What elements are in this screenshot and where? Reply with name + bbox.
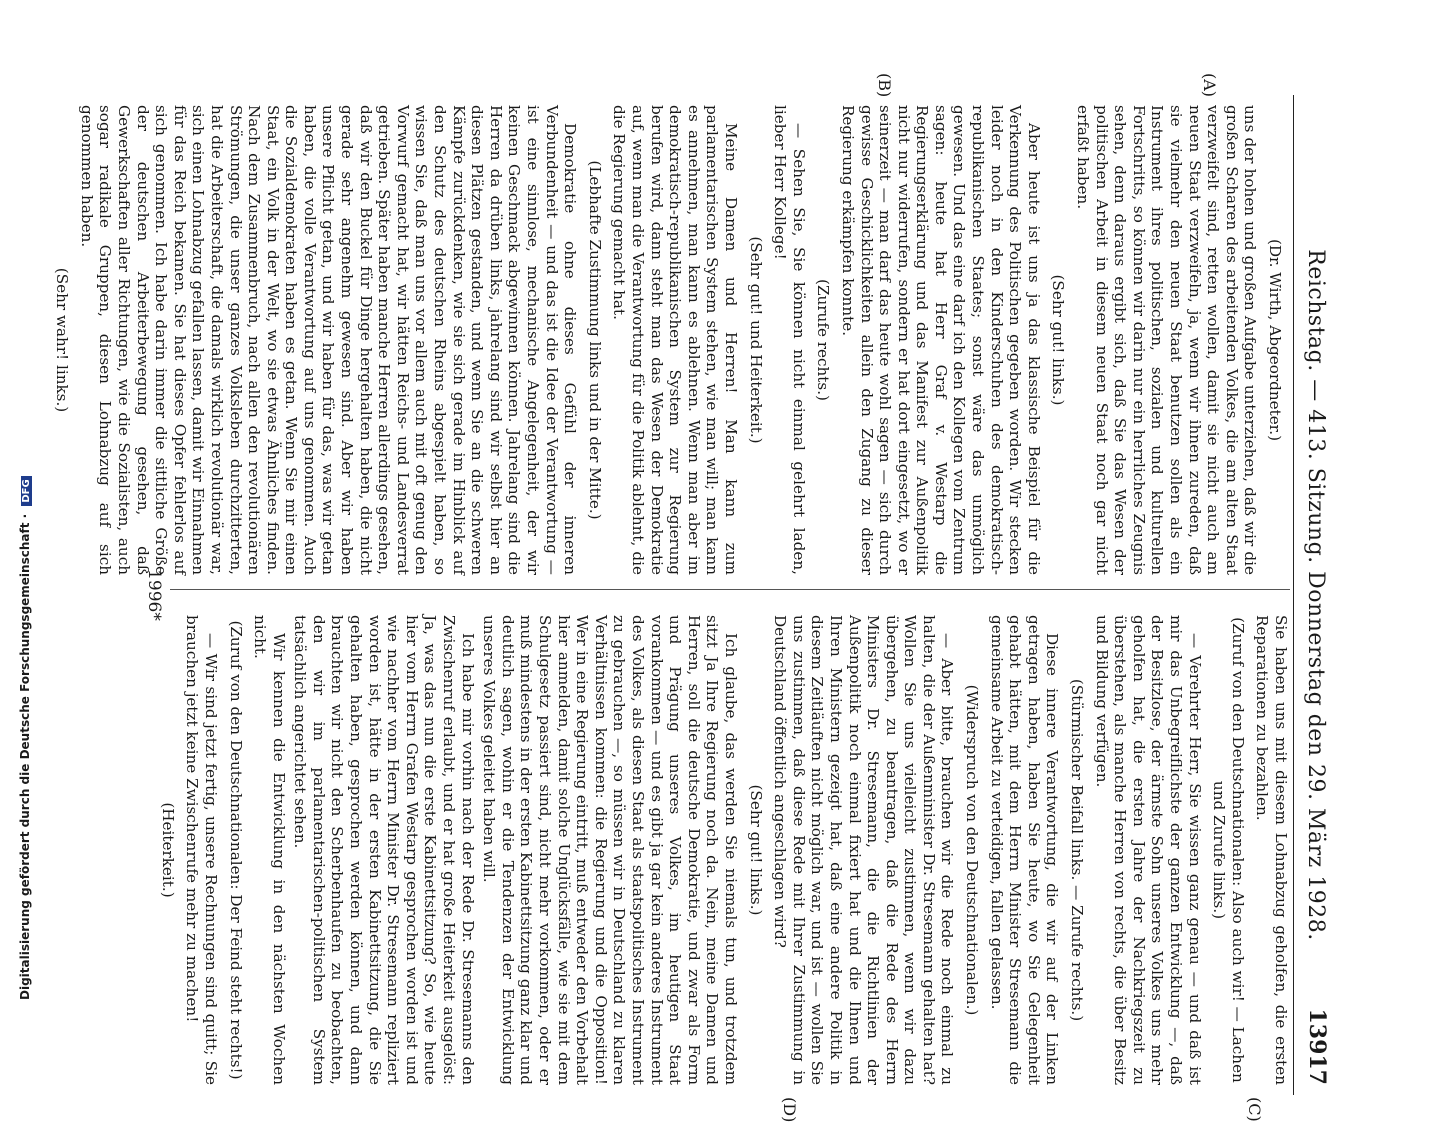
interjection: (Zurufe rechts.) [814,279,833,401]
paragraph: Meine Damen und Herren! Man kann zum parlamentarischen System stehen, wie man will; man kann es annehmen, man kann es ablehnen. Wenn man aber im demokratisch-republikanischen System zur Regierung berufen wird, dann steht man das Wesen der Demokratie auf, wenn man die Verantwortung für die Politik ablehnt, die die Regierung gemacht hat. [610,105,740,575]
paragraph: Demokratie ohne dieses Gefühl der inneren Verbundenheit — und das ist die Idee der Verantwortung — ist eine sinnlose, mechanische Angelegenheit, der wir keinen Geschmack abgewinnen können. Jahrelang sind die Herren da drüben links, jahrelang sind wir selbst hier an diesen Plätzen gestanden, und wenn Sie an die schweren Kämpfe zurückdenken, wie sie sich gerade im Hinblick auf den Schutz des deutschen Rheins abgespielt haben, so wissen Sie, daß man uns vor allem auch mit oft genug den Vorwurf gemacht hat, wir hätten Reichs- und Landesverrat getrieben. Später haben manche Herren allerdings gesehen, daß wir den Buckel für Dinge hergehalten haben, die nicht gerade sehr angenehm gewesen sind. Aber wir haben unsere Pflicht getan, und wir haben für das, was wir getan haben, die volle Verantwortung auf uns genommen. Auch die Sozialdemokraten haben es getan. Wenn Sie mir einen Staat, ein Volk in der Welt, wo sie etwas Ähnliches finden. Nach dem Zusammenbruch, nach allen den revolutionären Strömungen, die unser ganzes Volksleben durchzitterten, hat die Arbeiterschaft, die damals wirklich revolutionär war, sich einen Lohnabzug gefallen lassen, damit wir Einnahmen für das Reich bekamen. Sie hat dieses Opfer fehlerlos auf sich genommen. Ich habe darin immer die sittliche Größe der deutschen Arbeiterbewegung gesehen, daß Gewerkschaften aller Richtungen, wie die Sozialisten, auch sogar radikale Gruppen, diesen Lohnabzug auf sich genommen haben. [77,105,580,575]
paragraph: Wir kennen die Entwicklung in den nächsten Wochen nicht. [251,615,288,1085]
paragraph: uns der hohen und großen Aufgabe unterziehen, daß wir die großen Scharen des arbeitenden Volkes, die am alten Staat verzweifelt sind, retten wollen, damit sie nicht auch am neuen Staat verzweifeln, ja, wenn wir ihnen zureden, daß sie vielmehr den neuen Staat benutzen sollen als ein Instrument ihres politischen, sozialen und kulturellen Fortschritts, so können wir darin nur ein herrliches Zeugnis sehen, denn daraus ergibt sich, daß Sie das Wesen der politischen Arbeit in diesem neuen Staat noch gar nicht erfaßt haben. [1074,105,1260,575]
margin-letter-b: (B) [875,73,894,98]
interjection: (Sehr gut! und Heiterkeit.) [746,236,765,444]
interjection: (Heiterkeit.) [158,802,177,898]
digitization-sidebar [0,0,32,1000]
interjection: (Sehr wahr! links.) [53,267,72,413]
interjection: (Stürmischer Beifall links. — Zurufe rechts.) [1068,678,1087,1022]
signature-mark: 1996* [144,569,164,621]
column-right [152,615,1290,1085]
dfg-logo: DFG [21,476,32,505]
paragraph: Ich glaube, das werden Sie niemals tun, und trotzdem sitzt Ja Ihre Regierung noch da. Nein, meine Damen und Herren, soll die deutsche Demokratie, und zwar als Form und Prägung unseres Volkes, im heutigen Staat vorankommen — und es gibt ja gar kein anderes Instrument des Volkes, als diesen Staat als staatspolitisches Instrument zu gebrauchen —, so müssen wir in Deutschland zu klaren Verhältnissen kommen: die Regierung und die Opposition! Wer in eine Regierung eintritt, muß entweder den Vorbehalt hier anmelden, damit solche Unglücksfälle, wie sie mit dem Schulgesetz passiert sind, nicht mehr vorkommen, oder er muß mindestens in der ersten Kabinettsitzung ganz klar und deutlich sagen, wohin er die Tendenzen der Entwicklung unseres Volkes geleitet haben will. [480,615,740,1085]
column-left [47,105,1290,575]
page-header [1294,95,1334,1095]
paragraph: Sie haben uns mit diesem Lohnabzug geholfen, die ersten Reparationen zu bezahlen. [1253,615,1290,1085]
speaker-line: (Dr. Wirth, Abgeordneter.) [1266,238,1284,442]
interjection: (Sehr gut! links.) [746,784,765,916]
header-rule [1293,95,1294,1095]
paragraph: — Sehen Sie, Sie können nicht einmal gelehrt laden, lieber Herr Kollege! [771,105,808,575]
interjection: (Sehr gut! links.) [1049,274,1068,406]
digitization-credit: Digitalisierung gefördert durch die Deutsche Forschungsgemeinschaft · DFG [18,476,32,1000]
paragraph: Diese innere Verantwortung, die wir auf der Linken getragen haben, haben Sie heute, wo Sie Gelegenheit gehabt hätten, mit dem Herrn Minister Stresemann die gemeinsame Arbeit zu verteidigen, fallen gelassen. [987,615,1062,1085]
paragraph: — Wir sind jetzt fertig, unsere Rechnungen sind quitt; Sie brauchen jetzt keine Zwischenrufe mehr zu machen! [183,615,220,1085]
margin-letter-c: (C) [1245,1097,1264,1122]
paragraph: Aber heute ist uns ja das klassische Beispiel für die Verkennung des Politischen gegeben worden. Wir stecken leider noch in den Kinderschuhen des demokratisch-republikanischen Staates; sonst wäre das unmöglich gewesen. Und das eine darf ich den Kollegen vom Zentrum sagen: heute hat Herr Graf v. Westarp die Regierungserklärung und das Manifest zur Außenpolitik nicht nur widerrufen, sondern er hat dort eingesetzt, wo er seinerzeit — man darf das heute wohl sagen — sich durch gewisse Geschicklichkeiten allein den Zugang zu dieser Regierung erkämpfen konnte. [838,105,1043,575]
paragraph: Ich habe mir vorhin nach der Rede Dr. Stresemanns den Zwischenruf erlaubt, und er hat große Heiterkeit ausgelöst: Ja, was das nun die erste Kabinettsitzung? So, wie heute hier vom Herrn Grafen Westarp gesprochen worden ist und wie nachher vom Herrn Minister Dr. Stresemann repliziert worden ist, hätte in der ersten Kabinettsitzung, die Sie gehalten haben, gesprochen werden können, und dann brauchten wir nicht den Scherbenhaufen zu beobachten, den wir im parlamentarischen-politischen System tatsächlich angerichtet sehen. [291,615,477,1085]
document-page [53,73,1334,1122]
paragraph: — Verehrter Herr, Sie wissen ganz genau — und daß ist mir das Unbegreiflichste der ganzen Entwicklung —, daß der Besitzlose, der ärmste Sohn unseres Volkes uns mehr geholfen hat, die ersten Jahre der Nachkriegszeit zu überstehen, als manche Herren von rechts, die über Besitz und Bildung verfügen. [1092,615,1204,1085]
paragraph: — Aber bitte, brauchen wir die Rede noch einmal zu halten, die der Außenminister Dr. Stresemann gehalten hat? Wollen Sie uns vielleicht zustimmen, wenn wir dazu übergehen, zu beantragen, daß die Rede des Herrn Ministers Dr. Stresemann, die die Richtlinien der Außenpolitik noch einmal fixiert hat und die Ihnen und Ihren Ministern gezeigt hat, daß eine andere Politik in diesem Zeitläuften nicht möglich war, und ist — wollen Sie uns zustimmen, daß diese Rede mit Ihrer Zustimmung in Deutschland öffentlich angeschlagen wird? [771,615,957,1085]
page-title: Reichstag. — 413. Sitzung. Donnerstag den 29. März 1928. [1303,249,1328,941]
column-divider [170,589,1290,590]
interjection: (Widerspruch von den Deutschnationalen.) [963,684,982,1016]
page-number: 13917 [1304,1008,1330,1085]
credit-text: Digitalisierung gefördert durch die Deutsche Forschungsgemeinschaft [18,522,32,1000]
interjection: (Zuruf von den Deutschnationalen: Also auch wir! — Lachen und Zurufe links.) [1210,617,1247,1083]
margin-letter-a: (A) [1200,73,1219,98]
interjection: (Lebhafte Zustimmung links und in der Mitte.) [585,160,604,520]
margin-letter-d: (D) [780,1097,799,1122]
interjection: (Zuruf von den Deutschnationalen: Der Feind steht rechts!) [226,620,245,1080]
